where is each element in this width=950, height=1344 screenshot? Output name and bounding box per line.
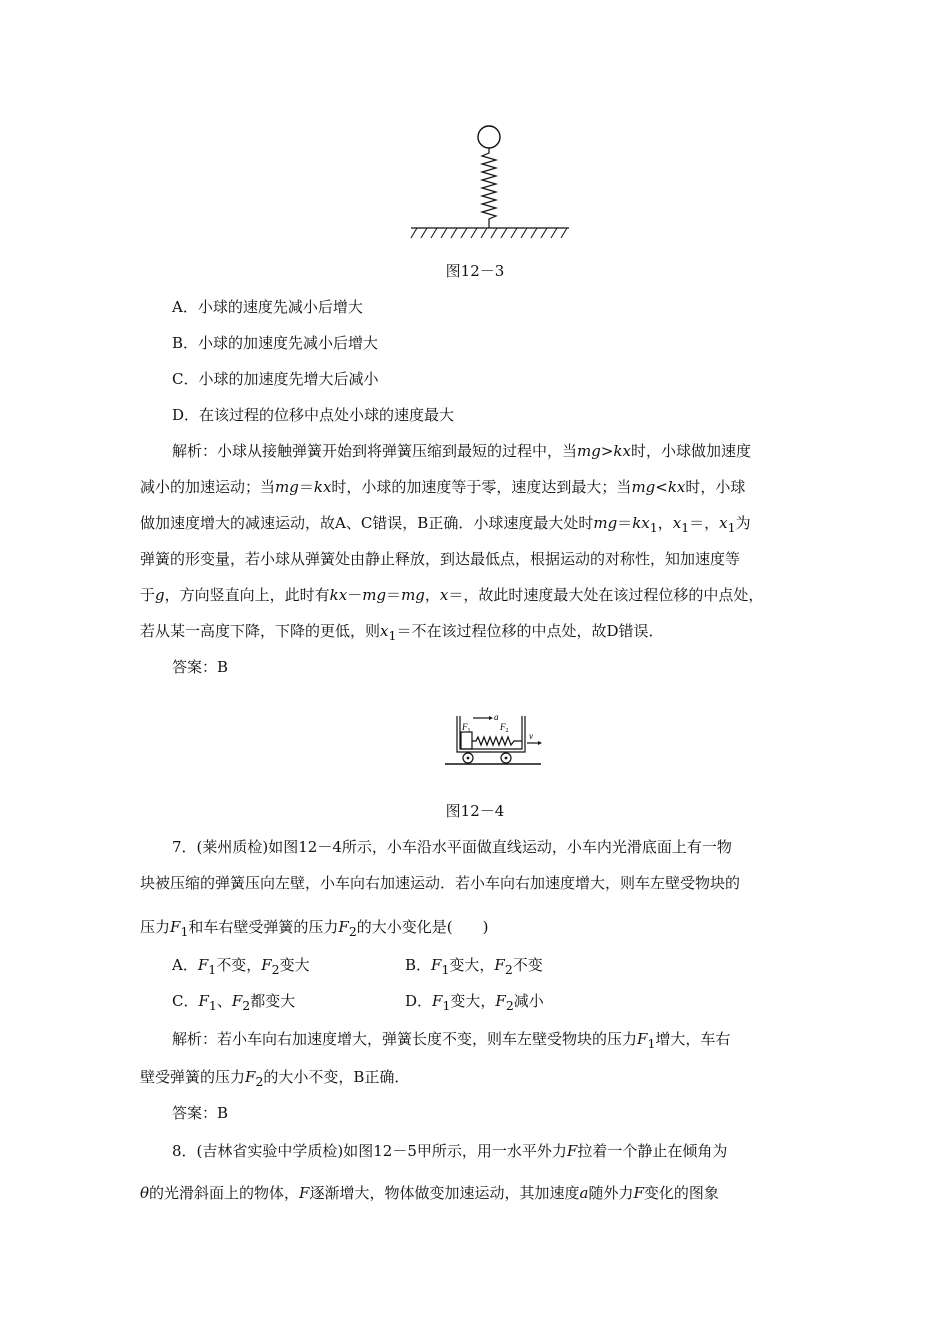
figure-12-3 xyxy=(405,120,575,245)
q6-answer: 答案：B xyxy=(172,658,229,676)
q6-analysis-line-3: 做加速度增大的减速运动，故A、C错误，B正确．小球速度最大处时$mg=kx_1$，$x_1=$，$x_1$为 xyxy=(140,514,751,535)
label-f1: $F_1$ xyxy=(462,722,471,734)
q6-option-a: A．小球的速度先减小后增大 xyxy=(172,298,363,316)
label-f2: $F_2$ xyxy=(500,722,509,734)
figure-12-3-caption: 图12－3 xyxy=(445,262,505,280)
q7-analysis-line-1: 解析：若小车向右加速度增大，弹簧长度不变，则车左壁受物块的压力$F_1$增大，车右 xyxy=(172,1030,731,1051)
q7-analysis-line-2: 壁受弹簧的压力$F_2$的大小不变，B正确． xyxy=(140,1068,410,1089)
figure-12-4 xyxy=(443,708,543,770)
spring xyxy=(482,148,496,228)
q6-analysis-line-4: 弹簧的形变量，若小球从弹簧处由静止释放，到达最低点，根据运动的对称性，知加速度等 xyxy=(140,550,741,568)
q7-answer: 答案：B xyxy=(172,1104,229,1122)
q6-analysis-line-2: 减小的加速运动；当mg＝kx时，小球的加速度等于零，速度达到最大；当mg<kx时，小球 xyxy=(140,478,746,496)
label-v: v xyxy=(529,731,533,741)
label-a: a xyxy=(494,712,499,722)
q7-stem-line-1: 7．(莱州质检)如图12－4所示，小车沿水平面做直线运动，小车内光滑底面上有一物 xyxy=(172,838,732,856)
q7-option-a: A．$F_1$不变，$F_2$变大 xyxy=(172,956,310,977)
q7-stem-line-2: 块被压缩的弹簧压向左壁，小车向右加速运动．若小车向右加速度增大，则车左壁受物块的 xyxy=(140,874,741,892)
block xyxy=(461,732,472,749)
q6-analysis-line-6: 若从某一高度下降，下降的更低，则$x_1=$不在该过程位移的中点处，故D错误． xyxy=(140,622,664,643)
q6-option-d: D．在该过程的位移中点处小球的速度最大 xyxy=(172,406,455,424)
q6-analysis-line-5: 于g，方向竖直向上，此时有kx－mg＝mg，x＝，故此时速度最大处在该过程位移的中点处， xyxy=(140,586,764,604)
q8-stem-line-1: 8．(吉林省实验中学质检)如图12－5甲所示，用一水平外力F拉着一个静止在倾角为 xyxy=(172,1142,728,1160)
q6-option-c: C．小球的加速度先增大后减小 xyxy=(172,370,379,388)
ground xyxy=(411,228,569,238)
q7-option-d: D．$F_1$变大，$F_2$减小 xyxy=(405,992,544,1013)
cart-spring xyxy=(472,737,522,745)
q6-option-b: B．小球的加速度先减小后增大 xyxy=(172,334,379,352)
q8-stem-line-2: θ的光滑斜面上的物体，F逐渐增大，物体做变加速运动，其加速度a随外力F变化的图象 xyxy=(140,1184,719,1202)
q7-stem-line-3: 压力$F_1$和车右壁受弹簧的压力$F_2$的大小变化是( ) xyxy=(140,918,489,939)
q7-option-c: C．$F_1$、$F_2$都变大 xyxy=(172,992,296,1013)
ball xyxy=(478,126,500,148)
q6-analysis-line-1: 解析：小球从接触弹簧开始到将弹簧压缩到最短的过程中，当mg>kx时，小球做加速度 xyxy=(172,442,751,460)
figure-12-4-caption: 图12－4 xyxy=(445,802,505,820)
q7-option-b: B．$F_1$变大，$F_2$不变 xyxy=(405,956,543,977)
